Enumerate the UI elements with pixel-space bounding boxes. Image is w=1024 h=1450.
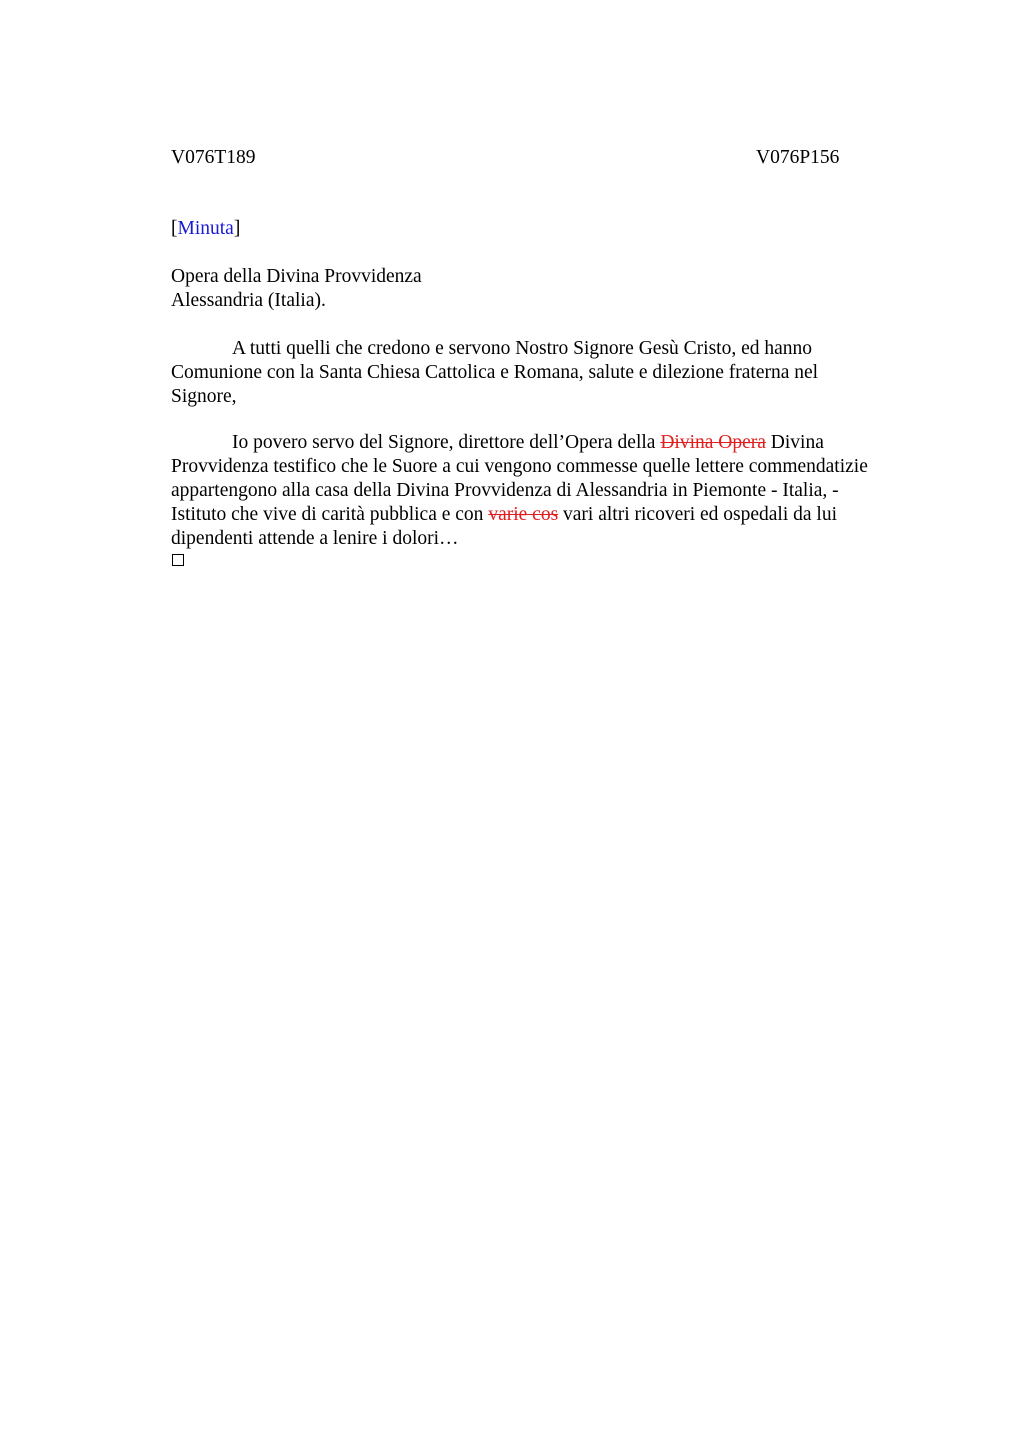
salutation-line-1: A tutti quelli che credono e servono Nostro Signore Gesù Cristo, ed hanno <box>232 338 813 359</box>
deleted-text: Divina Opera <box>660 432 766 453</box>
address-line-1: Opera della Divina Provvidenza <box>171 266 422 287</box>
open-bracket: [ <box>171 218 178 239</box>
close-bracket: ] <box>233 218 241 239</box>
testimony-paragraph <box>171 431 916 551</box>
testimony-line-4-text-b: vari altri ricoveri ed ospedali da lui <box>558 504 838 525</box>
testimony-line-1-text-b: Divina <box>765 432 824 453</box>
reference-code-left: V076T189 <box>171 147 256 168</box>
address-block <box>171 265 422 313</box>
salutation-line-2: Comunione con la Santa Chiesa Cattolica e Romana, salute e dilezione fraterna nel <box>171 362 819 383</box>
testimony-line-4 <box>171 503 916 527</box>
testimony-line-3: appartengono alla casa della Divina Provvidenza di Alessandria in Piemonte - Italia, - <box>171 480 839 501</box>
minuta-label <box>171 217 240 241</box>
testimony-line-1 <box>171 431 916 455</box>
empty-square-mark <box>172 554 184 566</box>
testimony-line-1-text-a: Io povero servo del Signore, direttore dell’Opera della <box>232 432 661 453</box>
salutation-line-3: Signore, <box>171 386 237 407</box>
testimony-line-4-text-a: Istituto che vive di carità pubblica e con <box>171 504 489 525</box>
reference-code-right: V076P156 <box>756 147 840 168</box>
deleted-text: varie cos <box>488 504 559 525</box>
address-line-2: Alessandria (Italia). <box>171 290 326 311</box>
minuta-text: Minuta <box>177 218 234 239</box>
salutation-paragraph <box>171 337 871 409</box>
testimony-line-5: dipendenti attende a lenire i dolori… <box>171 528 459 549</box>
testimony-line-2: Provvidenza testifico che le Suore a cui vengono commesse quelle lettere commendatizie <box>171 456 868 477</box>
